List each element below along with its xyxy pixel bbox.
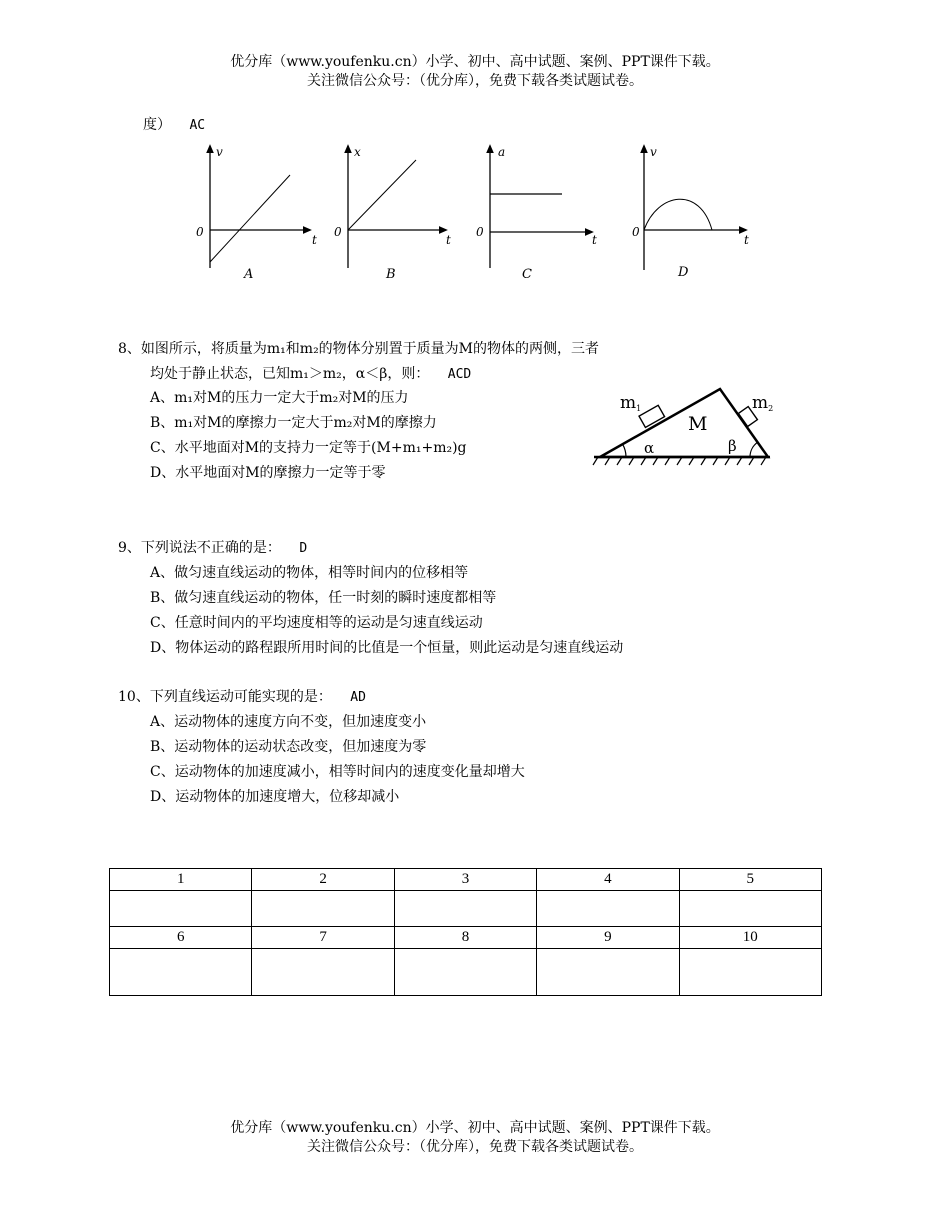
answer-table-number: 8 (394, 927, 536, 949)
graph-d-label: D (678, 265, 689, 280)
q8-stem-2-text: 均处于静止状态，已知m₁＞m₂，α＜β，则： (150, 366, 430, 382)
q10-option-b: B、运动物体的运动状态改变，但加速度为零 (150, 739, 427, 755)
q8-option-b: B、m₁对M的摩擦力一定大于m₂对M的摩擦力 (150, 415, 437, 431)
answer-cell-3[interactable] (394, 891, 536, 927)
page-footer (0, 1119, 950, 1157)
graph-a-yaxis-label: v (216, 145, 223, 159)
answer-cell-8[interactable] (394, 949, 536, 996)
q8-option-d: D、水平地面对M的摩擦力一定等于零 (150, 465, 386, 481)
block-m1 (639, 405, 665, 427)
header-line-2: 关注微信公众号：（优分库），免费下载各类试题试卷。 (307, 73, 643, 89)
label-m1: m1 (620, 393, 642, 413)
answer-table-number: 10 (679, 927, 821, 949)
graph-a-xaxis-label: t (312, 233, 317, 247)
answer-cell-10[interactable] (679, 949, 821, 996)
graph-b (334, 145, 451, 282)
q7-graphs (190, 140, 760, 290)
graph-d-origin: 0 (632, 225, 640, 239)
graph-a-line (210, 175, 290, 262)
answer-cell-6[interactable] (110, 949, 252, 996)
graph-d-yaxis-label: v (650, 145, 657, 159)
graph-c-origin: 0 (476, 225, 484, 239)
answer-cell-1[interactable] (110, 891, 252, 927)
q9-option-a: A、做匀速直线运动的物体，相等时间内的位移相等 (150, 565, 469, 581)
q10-option-d: D、运动物体的加速度增大，位移却减小 (150, 789, 400, 805)
q10-option-c: C、运动物体的加速度减小，相等时间内的速度变化量却增大 (150, 764, 525, 780)
footer-line-2: 关注微信公众号：（优分库），免费下载各类试题试卷。 (307, 1139, 643, 1155)
answer-table-header-row-1 (110, 869, 822, 891)
q9-option-c: C、任意时间内的平均速度相等的运动是匀速直线运动 (150, 615, 483, 631)
alpha-arc (623, 444, 626, 457)
label-alpha: α (644, 439, 655, 457)
answer-table-number: 5 (679, 869, 821, 891)
graph-c-xaxis-label: t (592, 233, 597, 247)
graph-b-line (348, 160, 416, 230)
graph-c-label: C (522, 267, 532, 282)
graph-b-label: B (386, 267, 396, 282)
graph-d (632, 145, 749, 280)
q8-stem-2 (150, 363, 471, 386)
q10-option-a: A、运动物体的速度方向不变，但加速度变小 (150, 714, 427, 730)
answer-table-number: 3 (394, 869, 536, 891)
q9-option-d: D、物体运动的路程跟所用时间的比值是一个恒量，则此运动是匀速直线运动 (150, 640, 624, 656)
answer-table-number: 9 (537, 927, 679, 949)
label-big-m: M (688, 413, 708, 435)
answer-table-number: 7 (252, 927, 394, 949)
q7-tail (143, 114, 205, 137)
answer-table-answer-row-1 (110, 891, 822, 927)
answer-cell-7[interactable] (252, 949, 394, 996)
answer-table-number: 2 (252, 869, 394, 891)
graph-a-origin: 0 (196, 225, 204, 239)
graph-a (196, 145, 317, 282)
graph-c-yaxis-label: a (498, 145, 506, 159)
answer-table-header-row-2 (110, 927, 822, 949)
answer-table-answer-row-2 (110, 949, 822, 996)
q9-option-b: B、做匀速直线运动的物体，任一时刻的瞬时速度都相等 (150, 590, 497, 606)
q7-tail-text: 度） (143, 117, 171, 133)
q10-answer: AD (350, 690, 366, 705)
label-m2: m2 (752, 393, 774, 413)
answer-table-number: 1 (110, 869, 252, 891)
answer-table-number: 4 (537, 869, 679, 891)
q9-answer: D (299, 541, 308, 556)
answer-table (109, 868, 822, 996)
q8-option-a: A、m₁对M的压力一定大于m₂对M的压力 (150, 390, 409, 406)
q8-option-c: C、水平地面对M的支持力一定等于(M+m₁+m₂)g (150, 440, 467, 456)
q8-stem-1: 8、如图所示，将质量为m₁和m₂的物体分别置于质量为M的物体的两侧，三者 (118, 341, 600, 357)
answer-table-number: 6 (110, 927, 252, 949)
q8-wedge-figure (588, 380, 778, 470)
graph-d-arc (644, 199, 712, 230)
page-header (0, 53, 950, 91)
footer-line-1: 优分库（www.youfenku.cn）小学、初中、高中试题、案例、PPT课件下载。 (230, 1120, 720, 1136)
answer-cell-4[interactable] (537, 891, 679, 927)
q10-stem (118, 686, 366, 709)
answer-cell-2[interactable] (252, 891, 394, 927)
q7-answer: AC (189, 118, 206, 133)
answer-cell-9[interactable] (537, 949, 679, 996)
label-beta: β (728, 437, 737, 455)
graph-b-origin: 0 (334, 225, 342, 239)
header-line-1: 优分库（www.youfenku.cn）小学、初中、高中试题、案例、PPT课件下载。 (230, 54, 720, 70)
answer-cell-5[interactable] (679, 891, 821, 927)
q9-stem (118, 537, 307, 560)
graph-a-label: A (244, 267, 254, 282)
graph-d-xaxis-label: t (744, 233, 749, 247)
graph-c (476, 145, 597, 282)
beta-arc (750, 442, 758, 457)
q10-stem-text: 10、下列直线运动可能实现的是： (118, 689, 332, 705)
q8-answer: ACD (447, 367, 472, 382)
graph-b-yaxis-label: x (354, 145, 361, 159)
graph-b-xaxis-label: t (446, 233, 451, 247)
q9-stem-text: 9、下列说法不正确的是： (118, 540, 281, 556)
